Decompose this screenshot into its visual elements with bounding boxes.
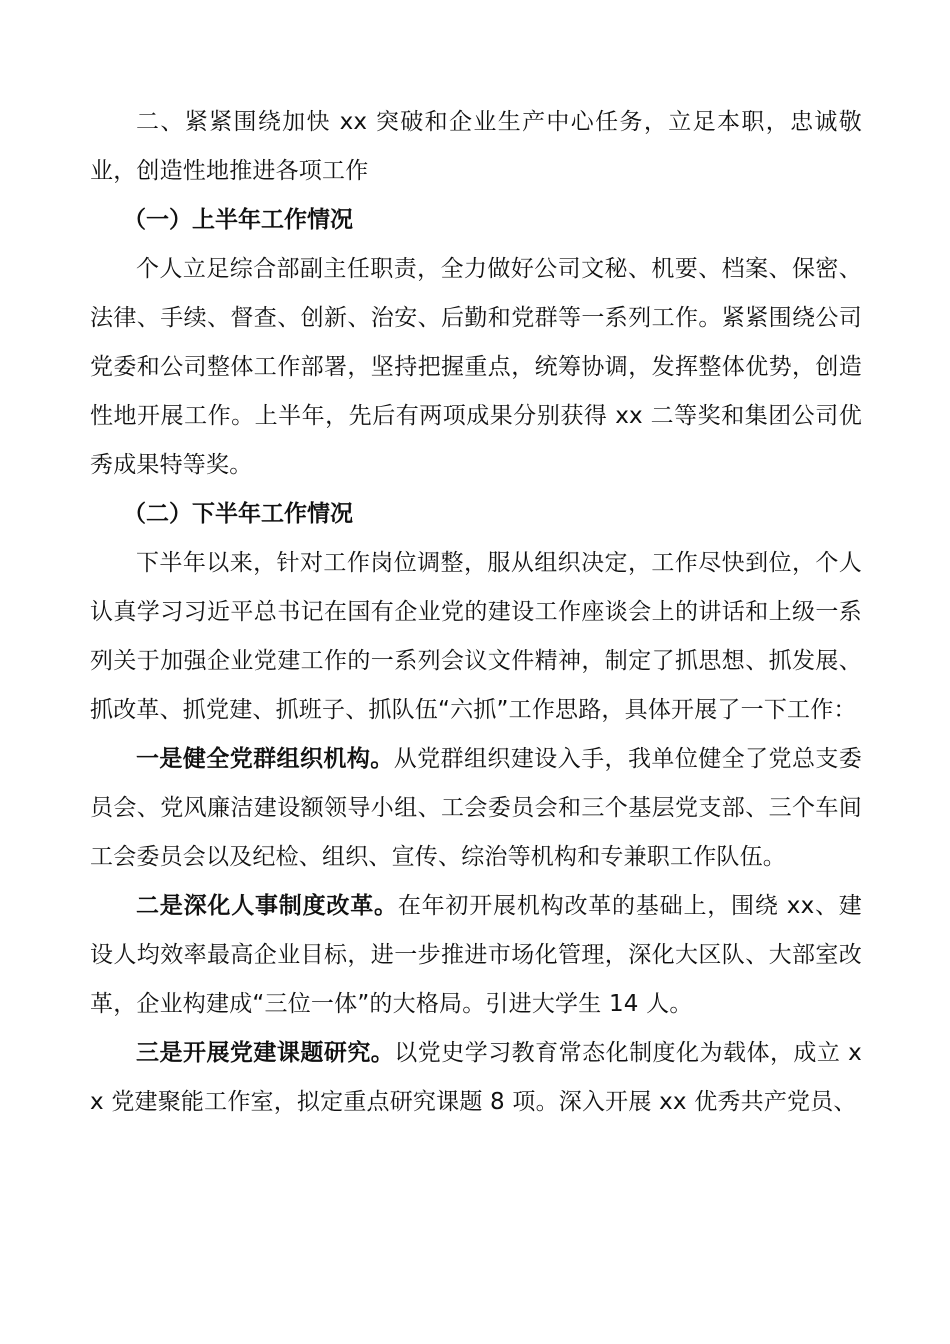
subheading-second-half: （二）下半年工作情况 (123, 501, 353, 527)
item-lead-2: 二是深化人事制度改革。 (136, 893, 398, 919)
section-title: 二、紧紧围绕加快 xx 突破和企业生产中心任务，立足本职，忠诚敬业，创造性地推进各项工作 (90, 109, 862, 184)
item-paragraph-3 (90, 1029, 862, 1127)
document-body (90, 98, 862, 1127)
item-lead-1: 一是健全党群组织机构。 (136, 746, 394, 772)
paragraph-second-half: 下半年以来，针对工作岗位调整，服从组织决定，工作尽快到位，个人认真学习习近平总书记在国有企业党的建设工作座谈会上的讲话和上级一系列关于加强企业党建工作的一系列会议文件精神，制定了抓思想、抓发展、抓改革、抓党建、抓班子、抓队伍“六抓”工作思路，具体开展了一下工作： (90, 550, 862, 723)
item-paragraph-1 (90, 735, 862, 882)
item-text-3: 以党史学习教育常态化制度化为载体，成立 xx 党建聚能工作室，拟定重点研究课题 8 项。深入开展 xx 优秀共产党员、 (90, 1040, 862, 1115)
subheading-first-half: （一）上半年工作情况 (123, 207, 353, 233)
paragraph-first-half: 个人立足综合部副主任职责，全力做好公司文秘、机要、档案、保密、法律、手续、督查、创新、治安、后勤和党群等一系列工作。紧紧围绕公司党委和公司整体工作部署，坚持把握重点，统筹协调，发挥整体优势，创造性地开展工作。上半年，先后有两项成果分别获得 xx 二等奖和集团公司优秀成果特等奖。 (90, 256, 862, 478)
item-paragraph-2 (90, 882, 862, 1029)
item-text-2: 在年初开展机构改革的基础上，围绕 xx、建设人均效率最高企业目标，进一步推进市场化管理，深化大区队、大部室改革，企业构建成“三位一体”的大格局。引进大学生 14 人。 (90, 893, 863, 1017)
item-lead-3: 三是开展党建课题研究。 (136, 1040, 395, 1066)
item-text-1: 从党群组织建设入手，我单位健全了党总支委员会、党风廉洁建设额领导小组、工会委员会和三个基层党支部、三个车间工会委员会以及纪检、组织、宣传、综治等机构和专兼职工作队伍。 (90, 746, 863, 870)
